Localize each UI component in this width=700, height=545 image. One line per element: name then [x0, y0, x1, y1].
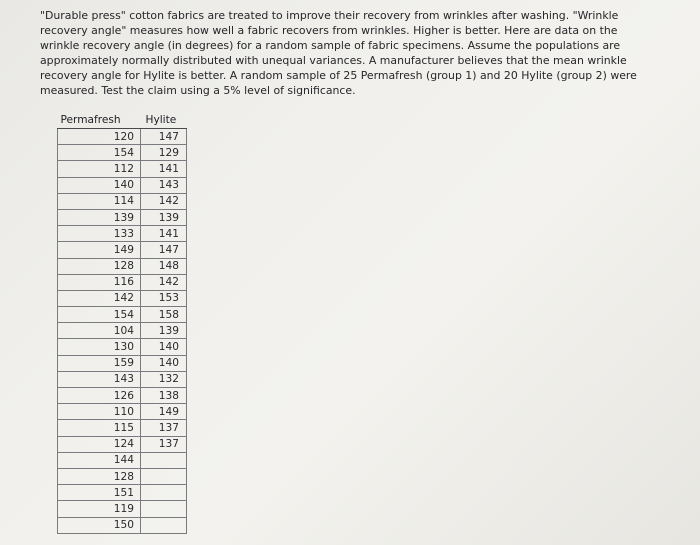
hylite-value	[141, 501, 187, 517]
table-row	[58, 420, 187, 436]
permafresh-value: 128	[58, 258, 141, 274]
permafresh-value: 159	[58, 355, 141, 371]
hylite-value: 148	[141, 258, 187, 274]
hylite-value: 140	[141, 355, 187, 371]
table-row	[58, 274, 187, 290]
permafresh-value: 150	[58, 517, 141, 533]
hylite-value: 129	[141, 145, 187, 161]
permafresh-value: 143	[58, 371, 141, 387]
problem-statement: "Durable press" cotton fabrics are treated to improve their recovery from wrinkles after washing. "Wrinkle recovery angle" measures how well a fabric recovers from wrinkles. Higher is better. Here are data on the wrinkle recovery angle (in degrees) for a random sample of fabric specimens. Assume the populations are approximately normally distributed with unequal variances. A manufacturer believes that the mean wrinkle recovery angle for Hylite is better. A random sample of 25 Permafresh (group 1) and 20 Hylite (group 2) were measured. Test the claim using a 5% level of significance.	[40, 9, 637, 97]
permafresh-value: 151	[58, 485, 141, 501]
table-row	[58, 436, 187, 452]
hylite-value: 143	[141, 177, 187, 193]
hylite-value: 141	[141, 161, 187, 177]
hylite-value: 140	[141, 339, 187, 355]
data-table	[57, 111, 187, 534]
table-row	[58, 323, 187, 339]
permafresh-value: 154	[58, 145, 141, 161]
hylite-value: 141	[141, 226, 187, 242]
permafresh-value: 110	[58, 404, 141, 420]
permafresh-value: 116	[58, 274, 141, 290]
table-row	[58, 129, 187, 145]
permafresh-value: 115	[58, 420, 141, 436]
table-row	[58, 242, 187, 258]
table-row	[58, 501, 187, 517]
hylite-value: 137	[141, 436, 187, 452]
permafresh-value: 144	[58, 452, 141, 468]
hylite-value: 142	[141, 274, 187, 290]
hylite-value: 137	[141, 420, 187, 436]
permafresh-value: 130	[58, 339, 141, 355]
table-row	[58, 193, 187, 209]
hylite-value: 158	[141, 307, 187, 323]
permafresh-value: 142	[58, 290, 141, 306]
table-row	[58, 468, 187, 484]
table-row	[58, 161, 187, 177]
hylite-value: 149	[141, 404, 187, 420]
column-header-permafresh: Permafresh	[58, 111, 141, 129]
permafresh-value: 124	[58, 436, 141, 452]
permafresh-value: 154	[58, 307, 141, 323]
hylite-value	[141, 468, 187, 484]
hylite-value: 147	[141, 242, 187, 258]
hylite-value: 138	[141, 388, 187, 404]
table-row	[58, 177, 187, 193]
table-row	[58, 290, 187, 306]
table-row	[58, 209, 187, 225]
table-row	[58, 145, 187, 161]
table-row	[58, 339, 187, 355]
permafresh-value: 149	[58, 242, 141, 258]
hylite-value	[141, 485, 187, 501]
permafresh-value: 120	[58, 129, 141, 145]
hylite-value	[141, 452, 187, 468]
table-row	[58, 355, 187, 371]
permafresh-value: 128	[58, 468, 141, 484]
table-row	[58, 404, 187, 420]
table-row	[58, 226, 187, 242]
table-row	[58, 258, 187, 274]
hylite-value: 139	[141, 323, 187, 339]
hylite-value: 139	[141, 209, 187, 225]
permafresh-value: 104	[58, 323, 141, 339]
permafresh-value: 126	[58, 388, 141, 404]
table-row	[58, 371, 187, 387]
permafresh-value: 112	[58, 161, 141, 177]
permafresh-value: 119	[58, 501, 141, 517]
table-row	[58, 485, 187, 501]
table-row	[58, 307, 187, 323]
hylite-value: 153	[141, 290, 187, 306]
column-header-hylite: Hylite	[141, 111, 187, 129]
permafresh-value: 139	[58, 209, 141, 225]
hylite-value: 142	[141, 193, 187, 209]
table-row	[58, 388, 187, 404]
table-row	[58, 452, 187, 468]
hylite-value: 147	[141, 129, 187, 145]
permafresh-value: 114	[58, 193, 141, 209]
permafresh-value: 140	[58, 177, 141, 193]
hylite-value: 132	[141, 371, 187, 387]
table-header-row	[58, 111, 187, 129]
hylite-value	[141, 517, 187, 533]
table-row	[58, 517, 187, 533]
permafresh-value: 133	[58, 226, 141, 242]
